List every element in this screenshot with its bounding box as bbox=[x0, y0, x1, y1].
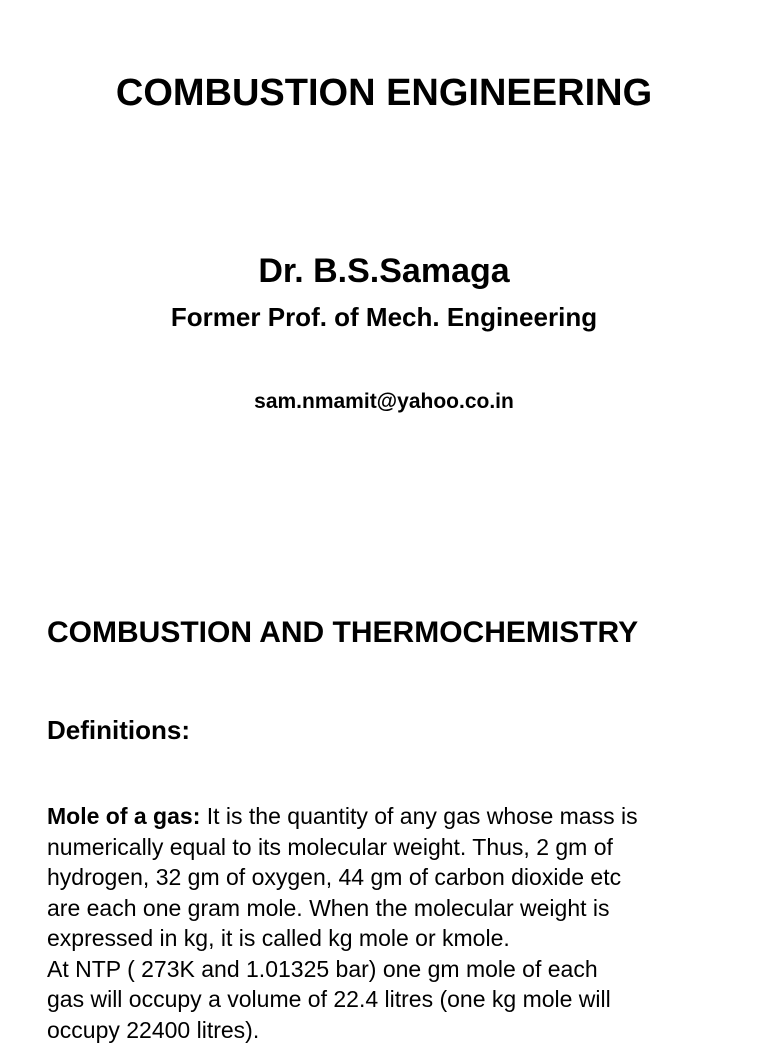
definition-first-line bbox=[75, 801, 765, 832]
author-affiliation: Former Prof. of Mech. Engineering bbox=[0, 300, 768, 334]
definition-text: It is the quantity of any gas whose mass is bbox=[200, 803, 637, 829]
definition-paragraph bbox=[47, 801, 765, 1045]
definition-line: are each one gram mole. When the molecular weight is bbox=[75, 893, 765, 924]
content-slide bbox=[0, 512, 768, 1024]
definition-line: expressed in kg, it is called kg mole or kmole. bbox=[75, 923, 765, 954]
section-title: COMBUSTION AND THERMOCHEMISTRY bbox=[47, 614, 638, 652]
title-slide bbox=[0, 0, 768, 512]
author-name: Dr. B.S.Samaga bbox=[0, 250, 768, 292]
document-title: COMBUSTION ENGINEERING bbox=[0, 70, 768, 116]
definition-line: occupy 22400 litres). bbox=[75, 1015, 765, 1045]
definition-line: hydrogen, 32 gm of oxygen, 44 gm of carbon dioxide etc bbox=[75, 862, 765, 893]
definition-line: gas will occupy a volume of 22.4 litres (one kg mole will bbox=[75, 984, 765, 1015]
author-email: sam.nmamit@yahoo.co.in bbox=[0, 388, 768, 416]
definition-line: numerically equal to its molecular weight. Thus, 2 gm of bbox=[75, 832, 765, 863]
definition-line: At NTP ( 273K and 1.01325 bar) one gm mole of each bbox=[75, 954, 765, 985]
definition-term: Mole of a gas: bbox=[47, 803, 200, 829]
definitions-heading: Definitions: bbox=[47, 713, 190, 747]
